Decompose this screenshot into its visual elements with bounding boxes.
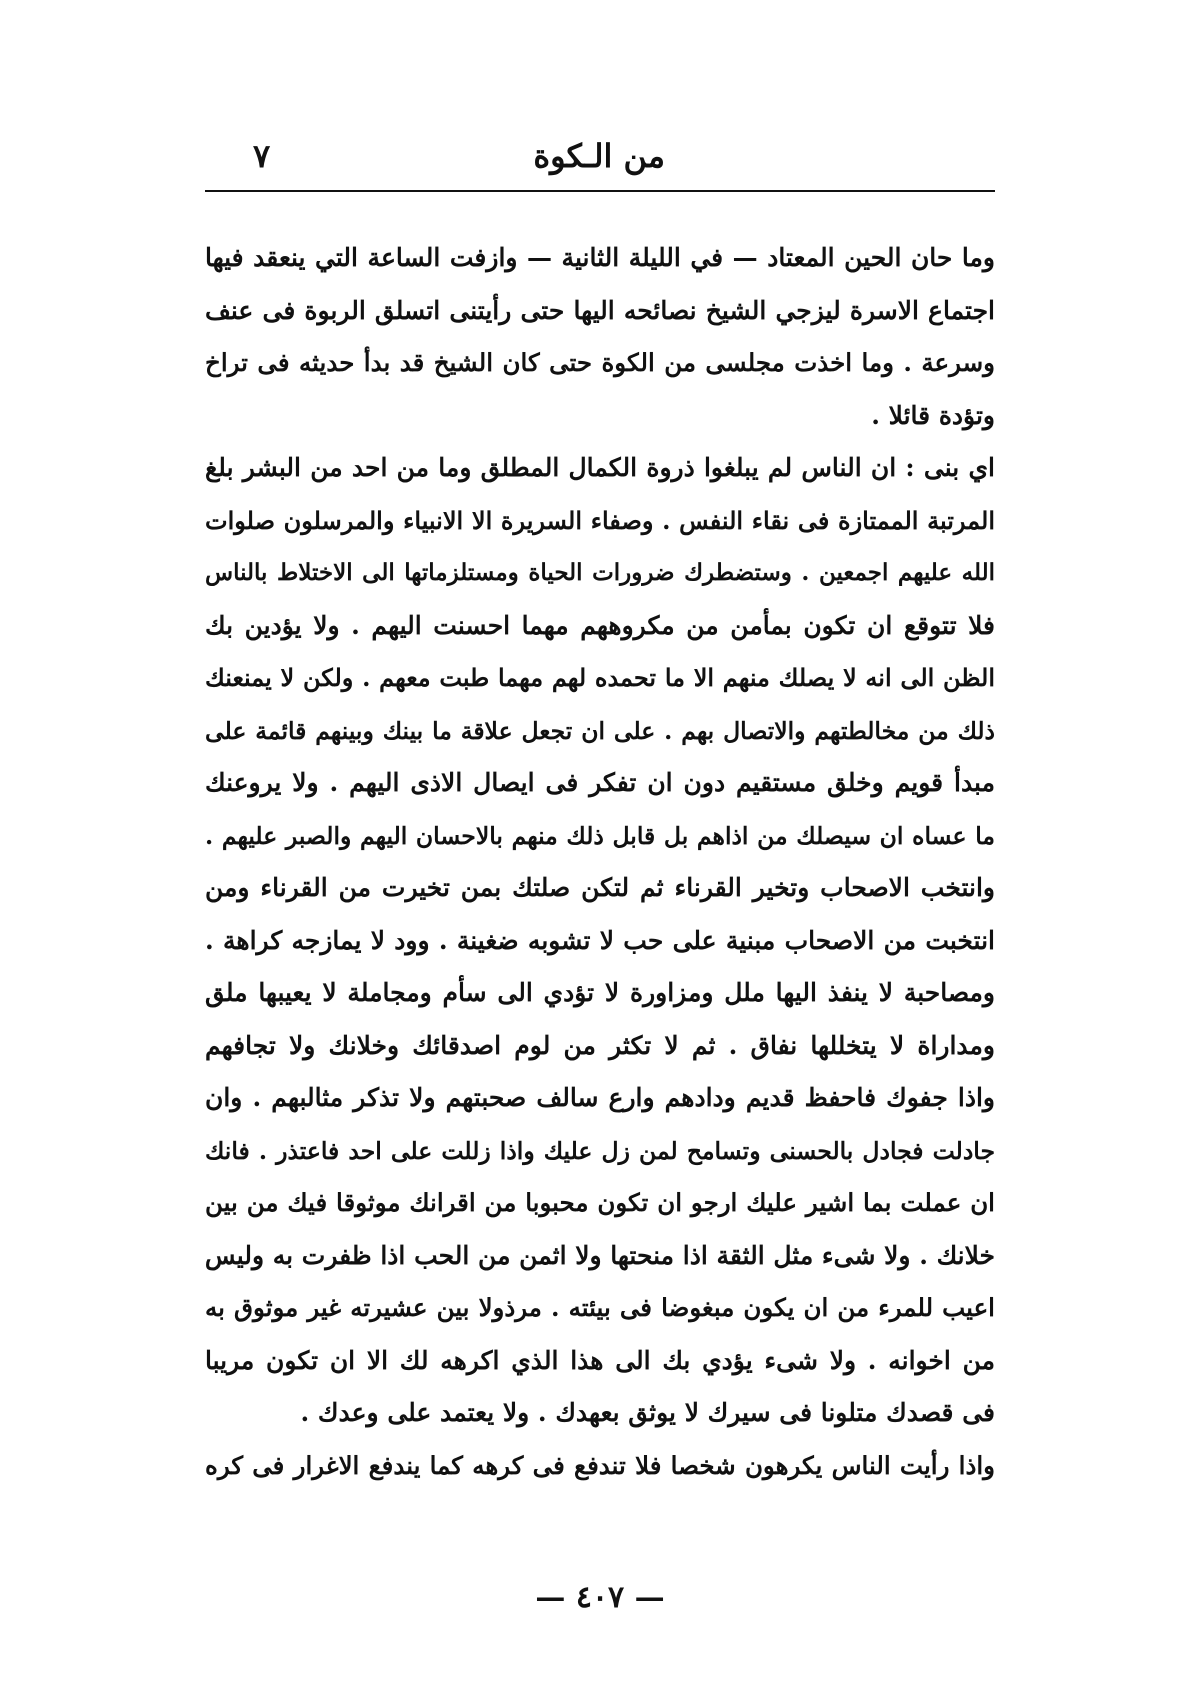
text-line: انتخبت من الاصحاب مبنية على حب لا تشوبه ضغينة . وود لا يمازجه كراهة . (205, 925, 995, 955)
text-line: من اخوانه . ولا شىء يؤدي بك الى هذا الذي اكرهه لك الا ان تكون مريبا (205, 1345, 995, 1375)
text-line: جادلت فجادل بالحسنى وتسامح لمن زل عليك واذا زللت على احد فاعتذر . فانك (205, 1136, 995, 1165)
paragraph-3 (205, 1440, 995, 1493)
text-line: ان عملت بما اشير عليك ارجو ان تكون محبوبا من اقرانك موثوقا فيك من بين (205, 1188, 995, 1217)
running-title: من الـكوة (533, 137, 665, 175)
body-text (205, 232, 995, 1492)
text-line: اي بنى : ان الناس لم يبلغوا ذروة الكمال المطلق وما من احد من البشر بلغ (205, 453, 995, 482)
text-line: وانتخب الاصحاب وتخير القرناء ثم لتكن صلتك بمن تخيرت من القرناء ومن (205, 873, 995, 902)
text-line: الله عليهم اجمعين . وستضطرك ضرورات الحياة ومستلزماتها الى الاختلاط بالناس (205, 559, 995, 586)
text-line: واذا جفوك فاحفظ قديم ودادهم وارع سالف صحبتهم ولا تذكر مثالبهم . وان (205, 1083, 995, 1112)
paragraph-2 (205, 442, 995, 1440)
page-footer-number: — ٤٠٧ — (535, 1580, 665, 1615)
text-line: ما عساه ان سيصلك من اذاهم بل قابل ذلك منهم بالاحسان اليهم والصبر عليهم . (205, 821, 995, 850)
text-line: مبدأ قويم وخلق مستقيم دون ان تفكر فى ايصال الاذى اليهم . ولا يروعنك (205, 768, 995, 797)
text-line: الظن الى انه لا يصلك منهم الا ما تحمده لهم مهما طبت معهم . ولكن لا يمنعنك (205, 663, 995, 692)
running-header (205, 118, 995, 180)
text-line: واذا رأيت الناس يكرهون شخصا فلا تندفع فى كرهه كما يندفع الاغرار فى كره (205, 1450, 995, 1480)
text-line: ذلك من مخالطتهم والاتصال بهم . على ان تجعل علاقة ما بينك وبينهم قائمة على (205, 716, 995, 745)
text-line: خلانك . ولا شىء مثل الثقة اذا منحتها ولا اثمن من الحب اذا ظفرت به وليس (205, 1240, 995, 1270)
text-line: ومصاحبة لا ينفذ اليها ملل ومزاورة لا تؤدي الى سأم ومجاملة لا يعيبها ملق (205, 978, 995, 1007)
text-line: ومداراة لا يتخللها نفاق . ثم لا تكثر من لوم اصدقائك وخلانك ولا تجافهم (205, 1030, 995, 1060)
text-line: وسرعة . وما اخذت مجلسى من الكوة حتى كان الشيخ قد بدأ حديثه فى تراخ (205, 348, 995, 377)
text-line: فى قصدك متلونا فى سيرك لا يوثق بعهدك . ولا يعتمد على وعدك . (300, 1398, 995, 1427)
paragraph-1 (205, 232, 995, 442)
text-line: فلا تتوقع ان تكون بمأمن من مكروههم مهما احسنت اليهم . ولا يؤدين بك (205, 610, 995, 640)
text-line: اجتماع الاسرة ليزجي الشيخ نصائحه اليها حتى رأيتنى اتسلق الربوة فى عنف (205, 295, 995, 325)
text-line: وما حان الحين المعتاد — في الليلة الثانية — وازفت الساعة التي ينعقد فيها (205, 243, 995, 272)
text-line: اعيب للمرء من ان يكون مبغوضا فى بيئته . مرذولا بين عشيرته غير موثوق به (205, 1293, 995, 1322)
header-rule (205, 190, 995, 192)
text-line: المرتبة الممتازة فى نقاء النفس . وصفاء السريرة الا الانبياء والمرسلون صلوات (205, 505, 995, 535)
chapter-number: ٧ (253, 137, 271, 175)
text-line: وتؤدة قائلا . (871, 400, 995, 430)
